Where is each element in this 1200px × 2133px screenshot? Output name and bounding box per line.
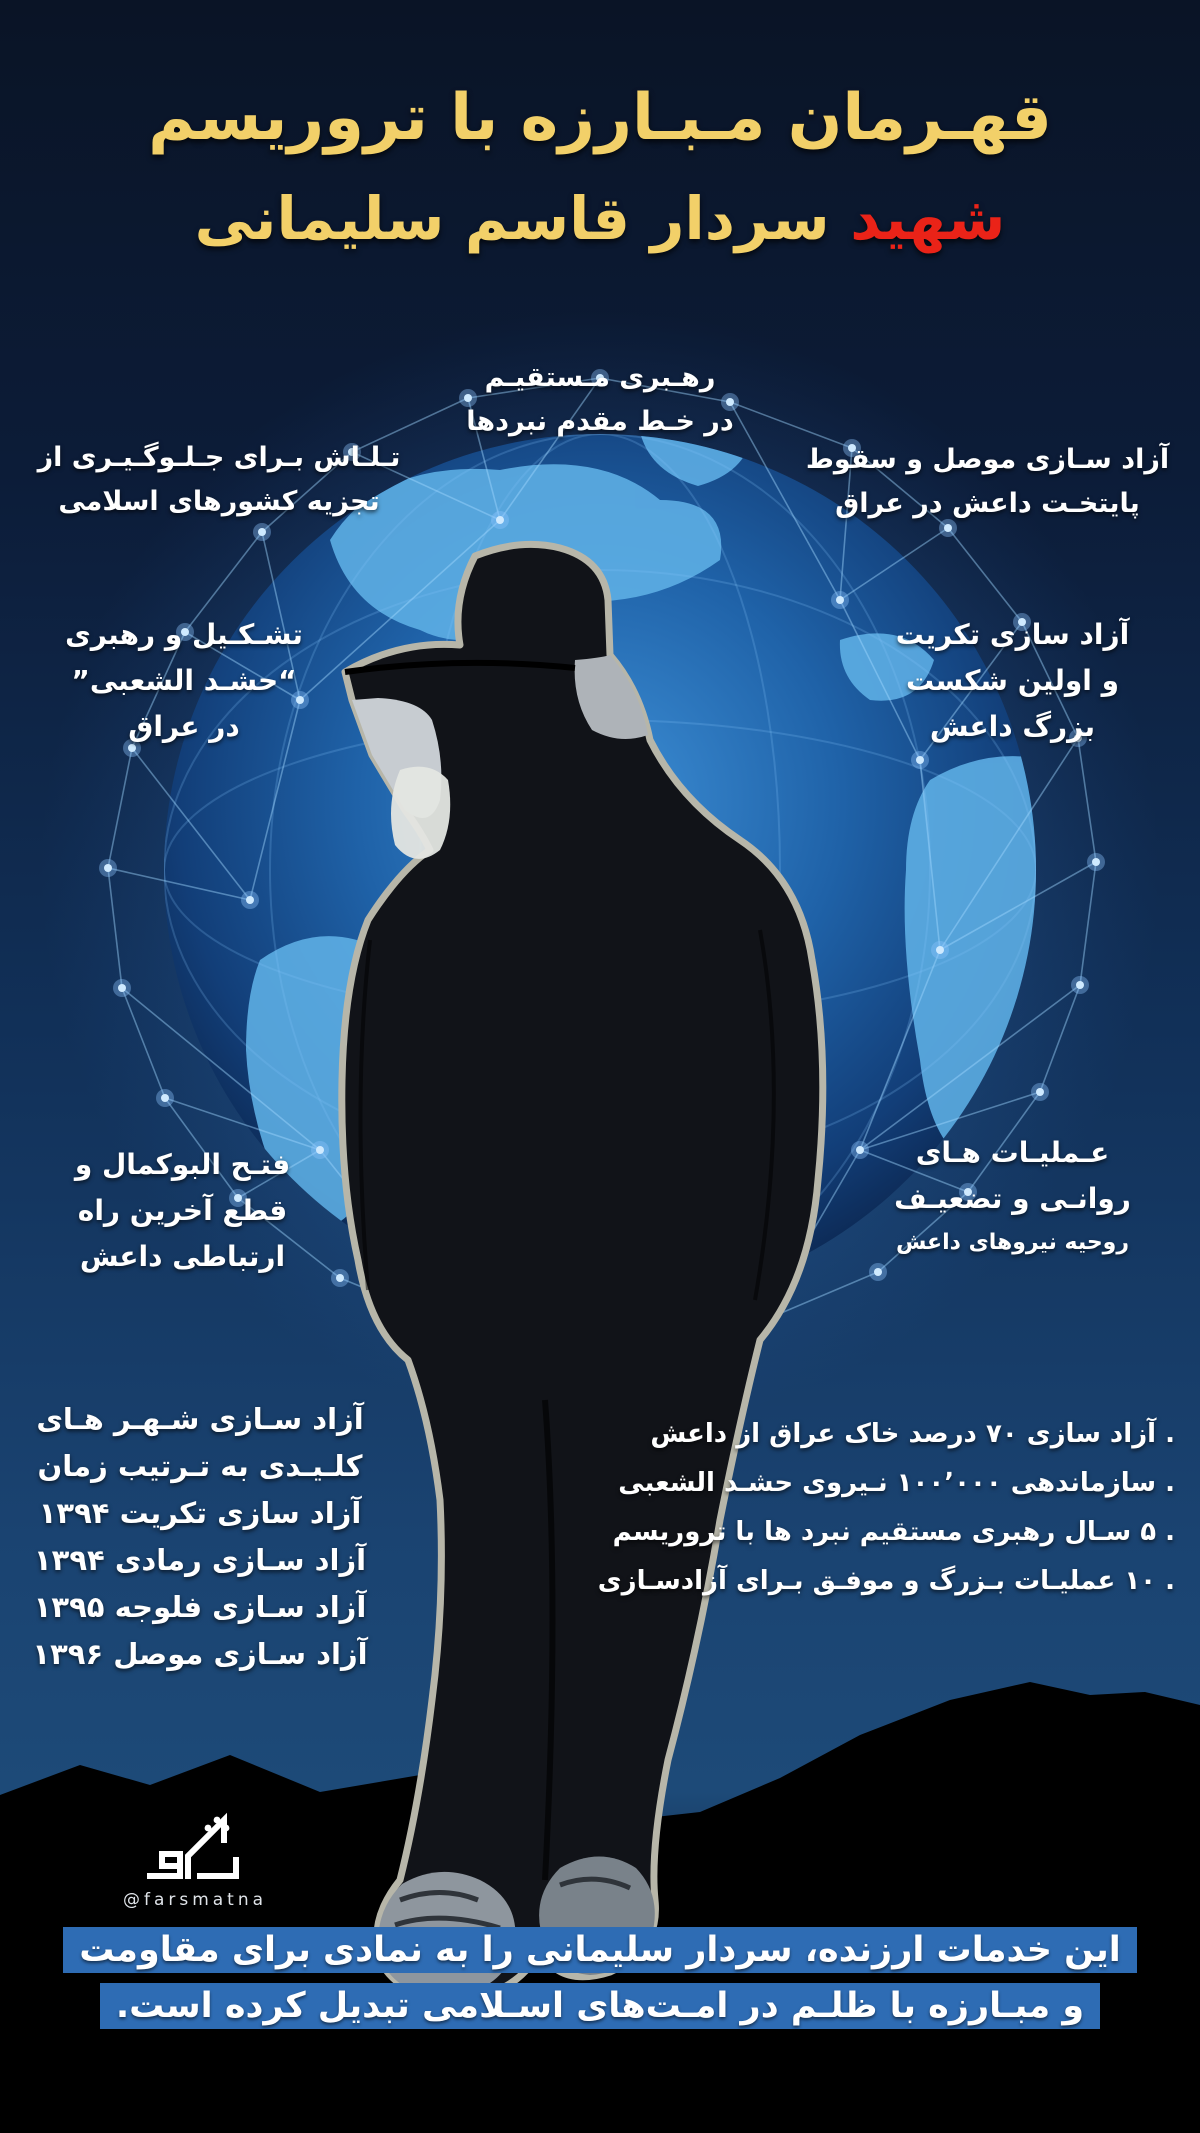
footer-statement <box>0 1922 1200 2034</box>
stat-item: . ۵ سـال رهبری مستقیم نبرد ها با تروریسم <box>612 1517 1175 1547</box>
callout-line: تشـکـیل و رهبری <box>65 618 303 651</box>
title-name: سردار قاسم سلیمانی <box>194 184 830 253</box>
callout-line: روانـی و تضعیـف <box>894 1182 1131 1215</box>
callout-line: و اولین شکست <box>906 664 1119 697</box>
title-word-shahid: شهید <box>850 184 1006 253</box>
callout-line: آزاد سازی تکریت <box>895 618 1130 651</box>
callout-line: در عراق <box>128 710 240 743</box>
callout-line: در خـط مقدم نبردها <box>466 406 734 437</box>
callout-lower-right <box>845 1130 1180 1260</box>
callout-top-center <box>400 356 800 444</box>
callout-line: آزاد سـازی موصل و سقوط <box>805 444 1170 475</box>
stat-item: . سازماندهی ۱۰۰٬۰۰۰ نـیروی حشـد الشعبی <box>618 1468 1175 1498</box>
callout-line: تجزیه کشورهای اسلامی <box>58 486 380 517</box>
poster-title <box>0 66 1200 268</box>
timeline-line: آزاد سـازی شـهـر هـای <box>36 1402 364 1436</box>
callout-top-left <box>28 436 410 524</box>
logo-handle: @farsmatna <box>122 1890 268 1910</box>
callout-lower-left <box>25 1142 340 1280</box>
callout-line: بزرگ داعش <box>929 710 1096 743</box>
callout-line: تـلـاش بـرای جـلـوگـیـری از <box>37 442 401 473</box>
title-line-1: قهـرمان مـبـارزه با تروریسم <box>148 81 1052 155</box>
title-line-2 <box>0 170 1200 268</box>
callout-line: عـملیـات هـای <box>915 1136 1110 1169</box>
callout-top-right <box>795 438 1180 526</box>
timeline-line: آزاد سـازی رمادی ۱۳۹۴ <box>33 1543 367 1577</box>
stat-item: . آزاد سازی ۷۰ درصد خاک عراق از داعش <box>650 1419 1175 1449</box>
callout-line: فتـح البوکمال و <box>74 1148 291 1181</box>
callout-line: پایتخـت داعش در عراق <box>835 488 1140 519</box>
footer-line-1: این خدمات ارزنده، سردار سلیمانی را به نمادی برای مقاومت <box>63 1927 1137 1973</box>
callout-mid-right <box>845 612 1180 750</box>
liberation-timeline-list <box>30 1396 370 1678</box>
callout-line: “حشـد الشعبی” <box>71 664 297 697</box>
timeline-line: کلـیـدی به تـرتیب زمان <box>37 1449 363 1483</box>
matna-logo-mark <box>140 1808 250 1886</box>
timeline-line: آزاد سازی تکریت ۱۳۹۴ <box>38 1496 362 1530</box>
timeline-line: آزاد سـازی موصل ۱۳۹۶ <box>32 1637 368 1671</box>
footer-line-2: و مبـارزه با ظلـم در امـت‌های اسـلامی تبدیل کرده است. <box>100 1983 1100 2029</box>
callout-line: رهـبری مـستقیـم <box>484 362 716 393</box>
timeline-line: آزاد سـازی فلوجه ۱۳۹۵ <box>33 1590 367 1624</box>
callout-subline: روحیه نیروهای داعش <box>895 1230 1130 1255</box>
callout-mid-left <box>28 612 340 750</box>
callout-line: ارتباطی داعش <box>79 1240 286 1273</box>
farsmatna-logo <box>90 1808 300 1910</box>
stat-item: . ۱۰ عملیـات بـزرگ و موفـق بـرای آزادسـازی <box>597 1566 1175 1596</box>
achievement-stats-list <box>590 1410 1175 1606</box>
callout-line: قطع آخرین راه <box>77 1194 288 1227</box>
